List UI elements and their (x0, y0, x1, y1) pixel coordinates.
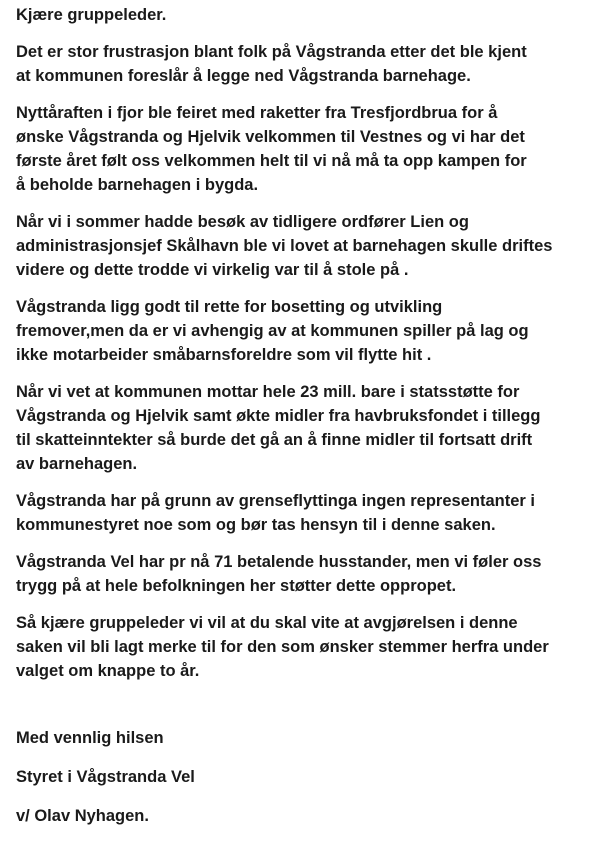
letter-greeting (16, 3, 606, 27)
text-line: Vågstranda ligg godt til rette for bosetting og utvikling (16, 298, 443, 316)
text-line: Vågstranda Vel har pr nå 71 betalende husstander, men vi føler oss (16, 553, 542, 571)
text-line: fremover,men da er vi avhengig av at kommunen spiller på lag og (16, 322, 529, 340)
text-line: Når vi vet at kommunen mottar hele 23 mill. bare i statsstøtte for (16, 383, 520, 401)
paragraph-2 (16, 101, 606, 197)
text-line: valget om knappe to år. (16, 662, 200, 680)
text-line: Vågstranda har på grunn av grenseflyttinga ingen representanter i (16, 492, 535, 510)
text-line: Nyttåraften i fjor ble feiret med raketter fra Tresfjordbrua for å (16, 104, 498, 122)
text-line: saken vil bli lagt merke til for den som ønsker stemmer herfra under (16, 638, 549, 656)
text-line: av barnehagen. (16, 455, 138, 473)
signature-text: Styret i Vågstranda Vel (16, 768, 195, 786)
text-line: ønske Vågstranda og Hjelvik velkommen til Vestnes og vi har det (16, 128, 525, 146)
paragraph-6 (16, 489, 606, 537)
text-line: at kommunen foreslår å legge ned Vågstranda barnehage. (16, 67, 471, 85)
text-line: å beholde barnehagen i bygda. (16, 176, 259, 194)
text-line: til skatteinntekter så burde det gå an å finne midler til fortsatt drift (16, 431, 533, 449)
author-text: v/ Olav Nyhagen. (16, 807, 149, 825)
closing-text: Med vennlig hilsen (16, 729, 164, 747)
text-line: Det er stor frustrasjon blant folk på Vågstranda etter det ble kjent (16, 43, 527, 61)
paragraph-5 (16, 380, 606, 476)
text-line: ikke motarbeider småbarnsforeldre som vil flytte hit . (16, 346, 432, 364)
text-line: kommunestyret noe som og bør tas hensyn til i denne saken. (16, 516, 496, 534)
letter-body (16, 3, 606, 828)
text-line: Så kjære gruppeleder vi vil at du skal vite at avgjørelsen i denne (16, 614, 518, 632)
letter-signature (16, 765, 606, 789)
spacer (16, 696, 606, 726)
paragraph-7 (16, 550, 606, 598)
text-line: første året følt oss velkommen helt til vi nå må ta opp kampen for (16, 152, 527, 170)
text-line: Vågstranda og Hjelvik samt økte midler fra havbruksfondet i tillegg (16, 407, 541, 425)
paragraph-1 (16, 40, 606, 88)
paragraph-3 (16, 210, 606, 282)
paragraph-8 (16, 611, 606, 683)
letter-author (16, 804, 606, 828)
letter-closing (16, 726, 606, 750)
text-line: Når vi i sommer hadde besøk av tidligere ordfører Lien og (16, 213, 469, 231)
paragraph-4 (16, 295, 606, 367)
greeting-text: Kjære gruppeleder. (16, 6, 167, 24)
text-line: trygg på at hele befolkningen her støtter dette oppropet. (16, 577, 457, 595)
text-line: administrasjonsjef Skålhavn ble vi lovet at barnehagen skulle driftes (16, 237, 553, 255)
text-line: videre og dette trodde vi virkelig var til å stole på . (16, 261, 409, 279)
